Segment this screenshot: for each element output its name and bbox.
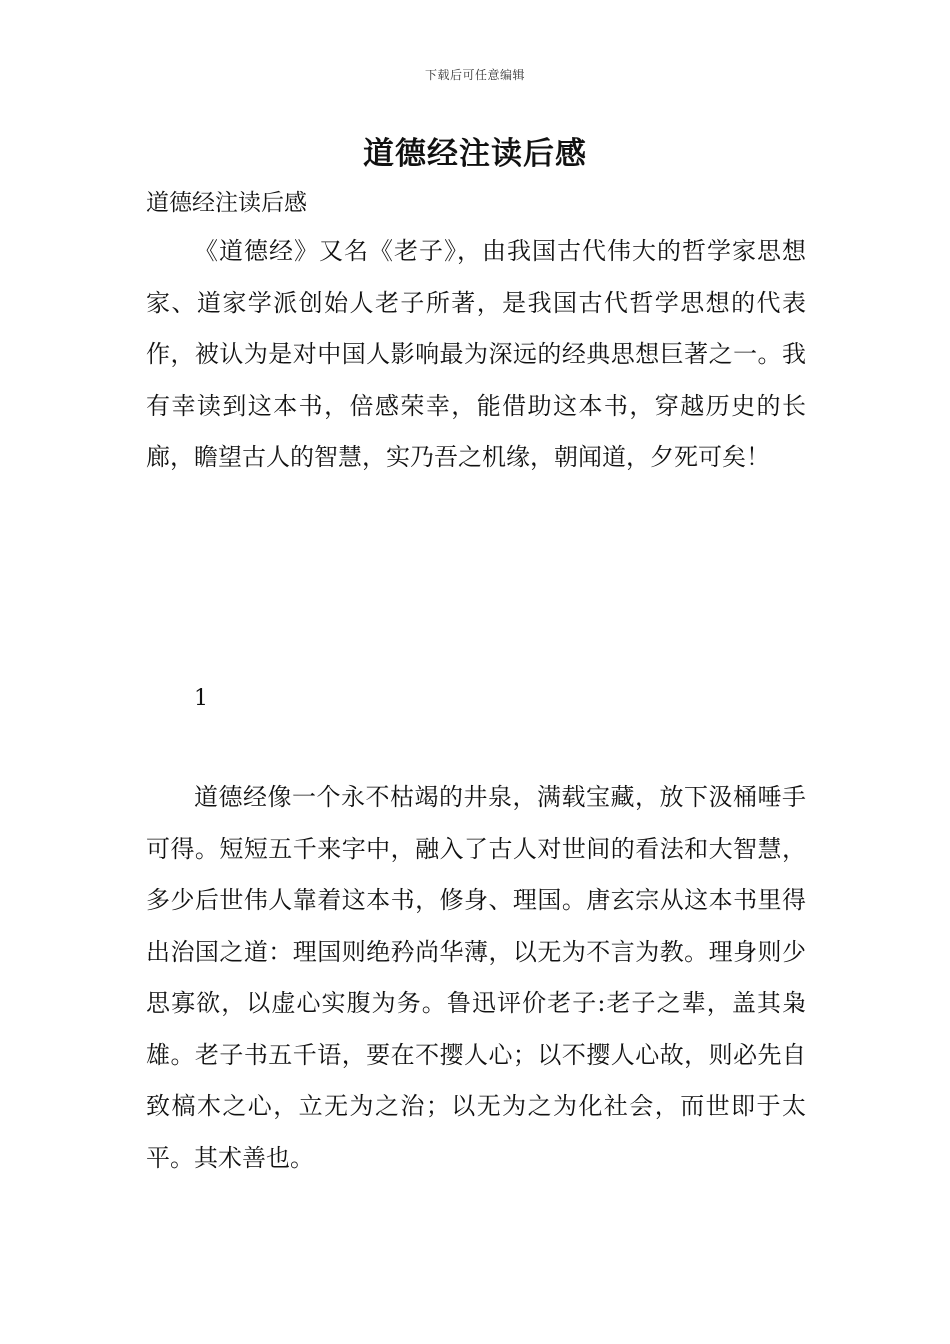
body-paragraph-1: 《道德经》又名《老子》，由我国古代伟大的哲学家思想家、道家学派创始人老子所著，是我国古代哲学思想的代表作，被认为是对中国人影响最为深远的经典思想巨著之一。我有幸读到这本书，倍感荣幸，能借助这本书，穿越历史的长廊，瞻望古人的智慧，实乃吾之机缘，朝闻道，夕死可矣！	[146, 237, 806, 471]
header-note: 下载后可任意编辑	[424, 68, 525, 82]
page-title: 道德经注读后感	[363, 136, 587, 172]
document-subtitle: 道德经注读后感	[146, 190, 307, 216]
page-number: 1	[194, 686, 208, 711]
body-paragraph-2: 道德经像一个永不枯竭的井泉，满载宝藏，放下汲桶唾手可得。短短五千来字中，融入了古人对世间的看法和大智慧，多少后世伟人靠着这本书，修身、理国。唐玄宗从这本书里得出治国之道：理国则绝矜尚华薄，以无为不言为教。理身则少思寡欲，以虚心实腹为务。鲁迅评价老子:老子之辈，盖其枭雄。老子书五千语，要在不撄人心；以不撄人心故，则必先自致槁木之心，立无为之治；以无为之为化社会，而世即于太平。其术善也。	[146, 783, 806, 1172]
